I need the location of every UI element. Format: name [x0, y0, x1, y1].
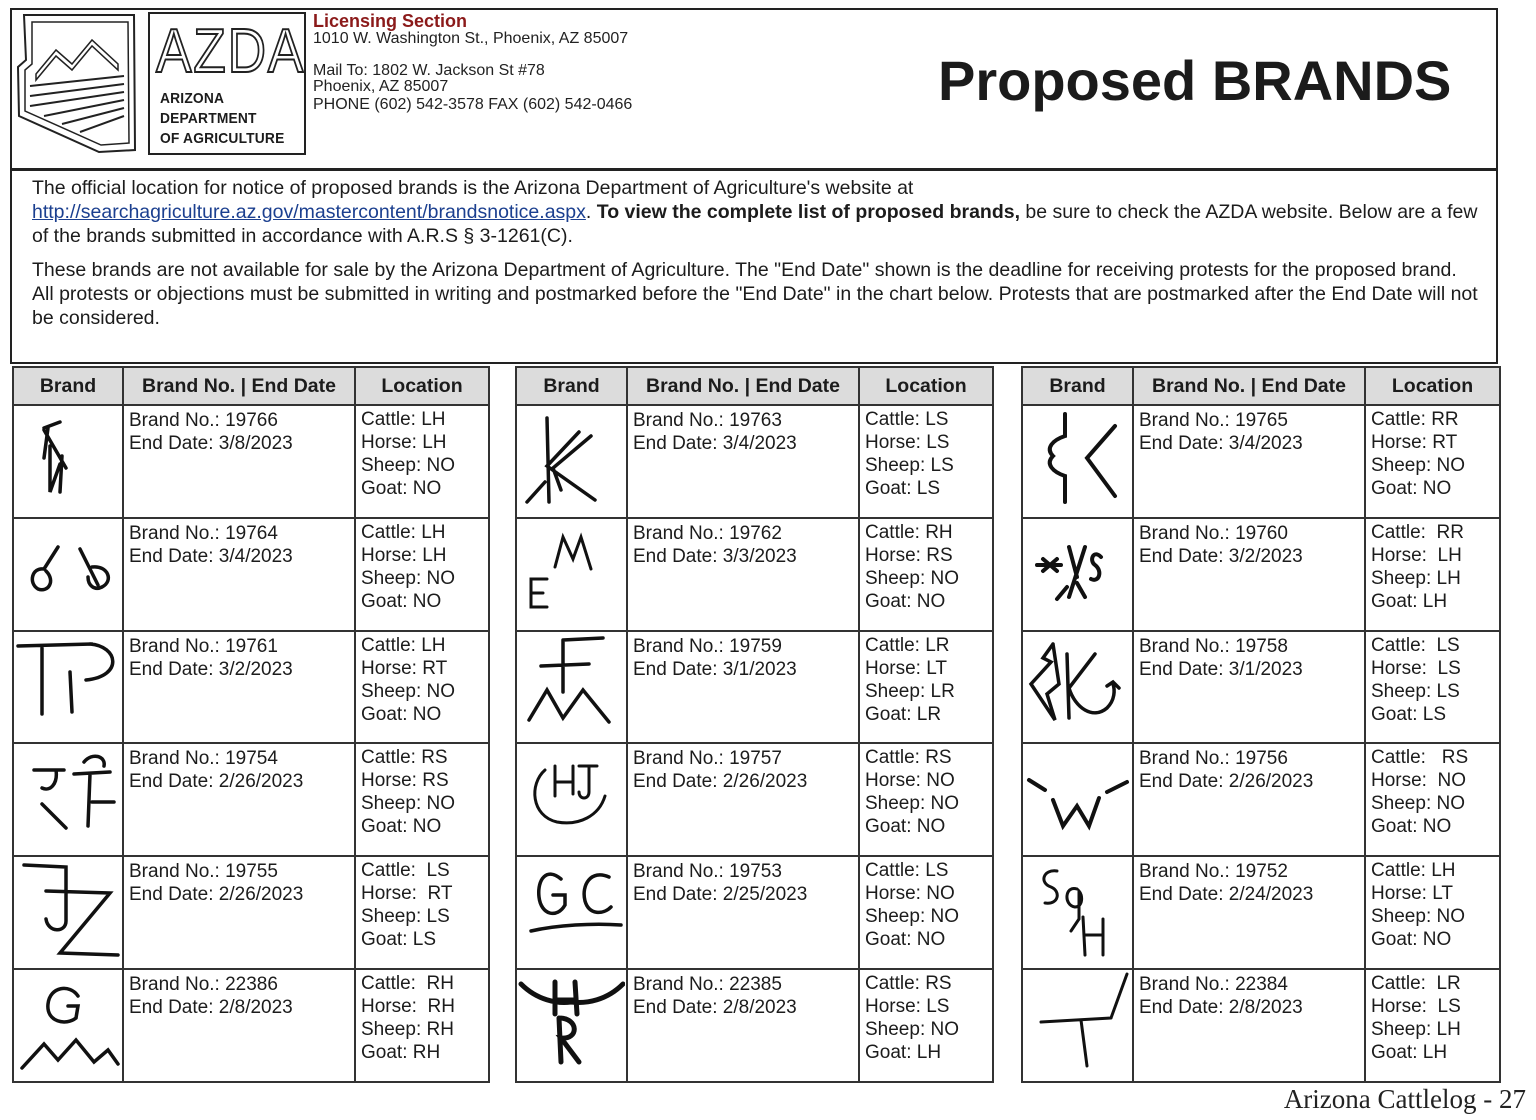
location-sheep: Sheep: LH: [1371, 1018, 1461, 1040]
end-date: End Date: 2/26/2023: [129, 771, 304, 793]
location-horse: Horse: RT: [1371, 432, 1458, 453]
end-date: End Date: 2/26/2023: [1139, 771, 1314, 793]
azda-logo-line: OF AGRICULTURE: [160, 130, 285, 147]
location-goat: Goat: RH: [361, 1041, 441, 1063]
location-cell: [1365, 969, 1500, 1082]
location-goat: Goat: NO: [361, 478, 442, 499]
brand-info: [1133, 856, 1365, 969]
licensing-section-title: Licensing Section: [313, 11, 468, 31]
brand-info: [123, 631, 355, 744]
location-sheep: Sheep: NO: [361, 567, 455, 589]
table-row: [13, 969, 489, 1082]
brand-number: Brand No.: 22384: [1139, 973, 1288, 995]
intro-text-end: be sure to check the AZDA website. Below are a few of the brands submitted in accordance with A.R.S § 3-1261(C).: [32, 201, 1478, 247]
phone-fax: PHONE (602) 542-3578 FAX (602) 542-0466: [313, 96, 633, 113]
end-date: End Date: 3/1/2023: [1139, 658, 1303, 680]
location-horse: Horse: RS: [361, 770, 449, 792]
location-cell: [355, 856, 489, 969]
intro-paragraph-1: [32, 176, 1482, 248]
t-slash-brand-icon: [1022, 969, 1133, 1082]
location-cattle: Cattle: RH: [865, 521, 953, 543]
end-date: End Date: 3/8/2023: [129, 433, 293, 454]
rocking-j-t-brand-icon: [13, 743, 123, 856]
brand-number: Brand No.: 19762: [633, 522, 782, 544]
header-divider: [10, 168, 1498, 171]
d-b-brand-icon: [13, 518, 123, 631]
table-row: [1022, 631, 1500, 744]
location-cattle: Cattle: LH: [361, 409, 446, 430]
location-sheep: Sheep: LS: [361, 906, 450, 928]
brand-number: Brand No.: 19756: [1139, 748, 1288, 770]
location-goat: Goat: NO: [1371, 816, 1452, 838]
brand-info: [627, 743, 859, 856]
g-mountains-brand-icon: [13, 969, 123, 1082]
location-cattle: Cattle: RR: [1371, 409, 1459, 430]
location-cattle: Cattle: RS: [865, 747, 952, 769]
location-sheep: Sheep: NO: [865, 906, 959, 928]
location-cell: [1365, 856, 1500, 969]
azda-logo: [148, 12, 306, 155]
location-cattle: Cattle: LR: [1371, 972, 1461, 994]
brand-info: [627, 856, 859, 969]
location-horse: Horse: NO: [865, 883, 955, 905]
brand-panel-3: [1021, 366, 1501, 1083]
brand-info: [1133, 743, 1365, 856]
table-row: [1022, 856, 1500, 969]
location-goat: Goat: LH: [865, 1041, 942, 1063]
location-horse: Horse: RT: [361, 883, 453, 905]
location-goat: Goat: NO: [361, 703, 442, 725]
brand-info: [1133, 969, 1365, 1082]
location-cattle: Cattle: LS: [1371, 634, 1460, 656]
location-horse: Horse: LS: [865, 995, 950, 1017]
location-cell: [355, 631, 489, 744]
table-row: [516, 969, 993, 1082]
location-goat: Goat: LR: [865, 703, 942, 725]
brand-panel-1: [12, 366, 490, 1083]
end-date: End Date: 3/4/2023: [633, 433, 797, 454]
location-horse: Horse: LH: [1371, 544, 1462, 566]
location-cell: [859, 631, 993, 744]
location-sheep: Sheep: NO: [1371, 906, 1465, 928]
location-cell: [1365, 518, 1500, 631]
intro-bold-text: To view the complete list of proposed brands,: [596, 201, 1021, 223]
location-cattle: Cattle: LH: [361, 634, 446, 656]
location-sheep: Sheep: LS: [865, 455, 954, 476]
location-sheep: Sheep: LR: [865, 680, 955, 702]
end-date: End Date: 2/8/2023: [1139, 996, 1303, 1018]
location-goat: Goat: LH: [1371, 590, 1448, 612]
brand-number: Brand No.: 19761: [129, 635, 278, 657]
location-horse: Horse: LS: [865, 432, 950, 453]
k-k-brand-icon: [516, 405, 627, 518]
brand-info: [123, 743, 355, 856]
location-sheep: Sheep: NO: [361, 680, 455, 702]
location-cell: [1365, 405, 1500, 518]
end-date: End Date: 2/26/2023: [633, 771, 808, 793]
location-cattle: Cattle: LS: [361, 860, 450, 882]
location-cell: [859, 856, 993, 969]
j-z-brand-icon: [13, 856, 123, 969]
location-horse: Horse: LT: [1371, 883, 1454, 905]
brand-number: Brand No.: 19753: [633, 861, 782, 883]
brand-info: [123, 405, 355, 518]
table-row: [13, 631, 489, 744]
col-header-location: Location: [1365, 367, 1500, 405]
location-horse: Horse: LH: [361, 432, 447, 453]
star-y-s-brand-icon: [1022, 518, 1133, 631]
location-horse: Horse: LS: [1371, 657, 1461, 679]
page-title: Proposed BRANDS: [938, 49, 1452, 112]
location-sheep: Sheep: NO: [1371, 455, 1465, 476]
end-date: End Date: 3/3/2023: [633, 545, 797, 567]
location-goat: Goat: NO: [865, 816, 946, 838]
location-cell: [859, 743, 993, 856]
location-goat: Goat: NO: [865, 929, 946, 951]
page-footer: Arizona Cattlelog - 27: [1283, 1084, 1526, 1114]
location-cattle: Cattle: LR: [865, 634, 950, 656]
location-cell: [1365, 631, 1500, 744]
location-horse: Horse: NO: [865, 770, 955, 792]
location-cattle: Cattle: LH: [361, 521, 446, 543]
flying-w-brand-icon: [1022, 743, 1133, 856]
arizona-map-logo: [14, 12, 138, 157]
intro-separator: .: [585, 201, 597, 223]
mail-to-address: Mail To: 1802 W. Jackson St #78: [313, 62, 545, 79]
location-sheep: Sheep: NO: [361, 793, 455, 815]
arrow-k-brand-icon: [13, 405, 123, 518]
azda-logo-text: AZDA: [156, 17, 306, 86]
location-goat: Goat: NO: [1371, 929, 1452, 951]
azda-logo-line: DEPARTMENT: [160, 110, 257, 127]
table-row: [516, 743, 993, 856]
f-mountains-brand-icon: [516, 631, 627, 744]
location-cattle: Cattle: RS: [1371, 747, 1469, 769]
mail-city: Phoenix, AZ 85007: [313, 78, 449, 95]
location-cell: [859, 518, 993, 631]
location-cell: [1365, 743, 1500, 856]
location-goat: Goat: NO: [361, 590, 442, 612]
location-horse: Horse: NO: [1371, 770, 1467, 792]
location-cell: [859, 405, 993, 518]
location-goat: Goat: NO: [865, 590, 946, 612]
end-date: End Date: 3/4/2023: [129, 545, 293, 567]
brand-number: Brand No.: 19759: [633, 635, 782, 657]
location-goat: Goat: LS: [361, 929, 436, 951]
brand-number: Brand No.: 19752: [1139, 861, 1288, 883]
street-address: 1010 W. Washington St., Phoenix, AZ 85007: [313, 30, 629, 47]
location-cattle: Cattle: RR: [1371, 521, 1464, 543]
table-row: [13, 405, 489, 518]
location-cattle: Cattle: RS: [865, 972, 952, 994]
location-goat: Goat: NO: [361, 816, 442, 838]
bracket-lt-brand-icon: [1022, 405, 1133, 518]
location-cell: [355, 405, 489, 518]
brand-info: [627, 518, 859, 631]
location-sheep: Sheep: NO: [865, 793, 959, 815]
location-cell: [355, 969, 489, 1082]
table-row: [516, 405, 993, 518]
azda-logo-line: ARIZONA: [160, 90, 225, 107]
table-row: [516, 631, 993, 744]
k-arrow-brand-icon: [1022, 631, 1133, 744]
table-row: [516, 856, 993, 969]
brand-number: Brand No.: 19760: [1139, 522, 1288, 544]
brand-info: [123, 518, 355, 631]
location-sheep: Sheep: NO: [1371, 793, 1465, 815]
table-row: [1022, 405, 1500, 518]
horns-h-r-brand-icon: [516, 969, 627, 1082]
end-date: End Date: 2/8/2023: [129, 996, 293, 1018]
table-row: [13, 856, 489, 969]
brand-number: Brand No.: 19754: [129, 748, 278, 770]
table-row: [1022, 969, 1500, 1082]
location-horse: Horse: LT: [865, 657, 948, 679]
end-date: End Date: 2/26/2023: [129, 884, 304, 906]
location-horse: Horse: LH: [361, 544, 447, 566]
location-cattle: Cattle: RS: [361, 747, 448, 769]
brand-info: [1133, 631, 1365, 744]
location-horse: Horse: RH: [361, 995, 455, 1017]
t-bar-p-brand-icon: [13, 631, 123, 744]
e-m-brand-icon: [516, 518, 627, 631]
location-sheep: Sheep: NO: [865, 567, 959, 589]
brand-info: [1133, 405, 1365, 518]
location-cattle: Cattle: LH: [1371, 860, 1456, 882]
end-date: End Date: 2/8/2023: [633, 996, 797, 1018]
brand-info: [627, 969, 859, 1082]
col-header-brand-no: Brand No. | End Date: [627, 367, 859, 405]
intro-text: [32, 176, 1482, 330]
end-date: End Date: 3/4/2023: [1139, 433, 1303, 454]
end-date: End Date: 3/1/2023: [633, 658, 797, 680]
location-sheep: Sheep: LS: [1371, 680, 1460, 702]
brand-number: Brand No.: 19757: [633, 748, 782, 770]
brand-number: Brand No.: 19764: [129, 522, 278, 544]
brand-number: Brand No.: 19765: [1139, 410, 1288, 431]
table-row: [516, 518, 993, 631]
brand-number: Brand No.: 19763: [633, 410, 782, 431]
location-sheep: Sheep: LH: [1371, 567, 1461, 589]
location-cattle: Cattle: LS: [865, 409, 949, 430]
brand-info: [627, 631, 859, 744]
end-date: End Date: 3/2/2023: [1139, 545, 1303, 567]
location-sheep: Sheep: NO: [361, 455, 455, 476]
location-goat: Goat: LS: [1371, 703, 1446, 725]
gc-bar-brand-icon: [516, 856, 627, 969]
location-goat: Goat: LS: [865, 478, 940, 499]
brand-info: [627, 405, 859, 518]
intro-text-start: The official location for notice of proposed brands is the Arizona Department of Agriculture's website at: [32, 177, 914, 199]
end-date: End Date: 2/24/2023: [1139, 884, 1314, 906]
location-cell: [355, 518, 489, 631]
s-a-h-brand-icon: [1022, 856, 1133, 969]
brand-panel-2: [515, 366, 994, 1083]
col-header-brand-no: Brand No. | End Date: [123, 367, 355, 405]
brand-number: Brand No.: 19758: [1139, 635, 1288, 657]
location-sheep: Sheep: NO: [865, 1018, 959, 1040]
col-header-brand: Brand: [1022, 367, 1133, 405]
end-date: End Date: 2/25/2023: [633, 884, 808, 906]
location-cattle: Cattle: RH: [361, 972, 454, 994]
brand-info: [1133, 518, 1365, 631]
location-horse: Horse: RS: [865, 544, 953, 566]
brand-info: [123, 856, 355, 969]
location-horse: Horse: LS: [1371, 995, 1461, 1017]
table-row: [13, 743, 489, 856]
col-header-location: Location: [355, 367, 489, 405]
brand-number: Brand No.: 19766: [129, 410, 278, 431]
col-header-brand: Brand: [516, 367, 627, 405]
brand-info: [123, 969, 355, 1082]
location-cell: [355, 743, 489, 856]
table-row: [1022, 743, 1500, 856]
location-horse: Horse: RT: [361, 657, 448, 679]
intro-paragraph-2: These brands are not available for sale by the Arizona Department of Agriculture. The "End Date" shown is the deadline for receiving protests for the proposed brand. All protests or objections must be submitted in writing and postmarked before the "End Date" in the chart below. Protests that are postmarked after the End Date will not be considered.: [32, 259, 1478, 329]
location-cattle: Cattle: LS: [865, 860, 949, 882]
location-sheep: Sheep: RH: [361, 1018, 454, 1040]
location-cell: [859, 969, 993, 1082]
brand-number: Brand No.: 22386: [129, 973, 278, 995]
location-goat: Goat: LH: [1371, 1041, 1448, 1063]
col-header-location: Location: [859, 367, 993, 405]
brands-notice-link[interactable]: http://searchagriculture.az.gov/mastercontent/brandsnotice.aspx: [32, 201, 586, 223]
brand-number: Brand No.: 19755: [129, 861, 278, 883]
hj-smile-brand-icon: [516, 743, 627, 856]
table-row: [13, 518, 489, 631]
location-goat: Goat: NO: [1371, 478, 1452, 499]
col-header-brand: Brand: [13, 367, 123, 405]
end-date: End Date: 3/2/2023: [129, 658, 293, 680]
col-header-brand-no: Brand No. | End Date: [1133, 367, 1365, 405]
table-row: [1022, 518, 1500, 631]
brand-number: Brand No.: 22385: [633, 973, 782, 995]
